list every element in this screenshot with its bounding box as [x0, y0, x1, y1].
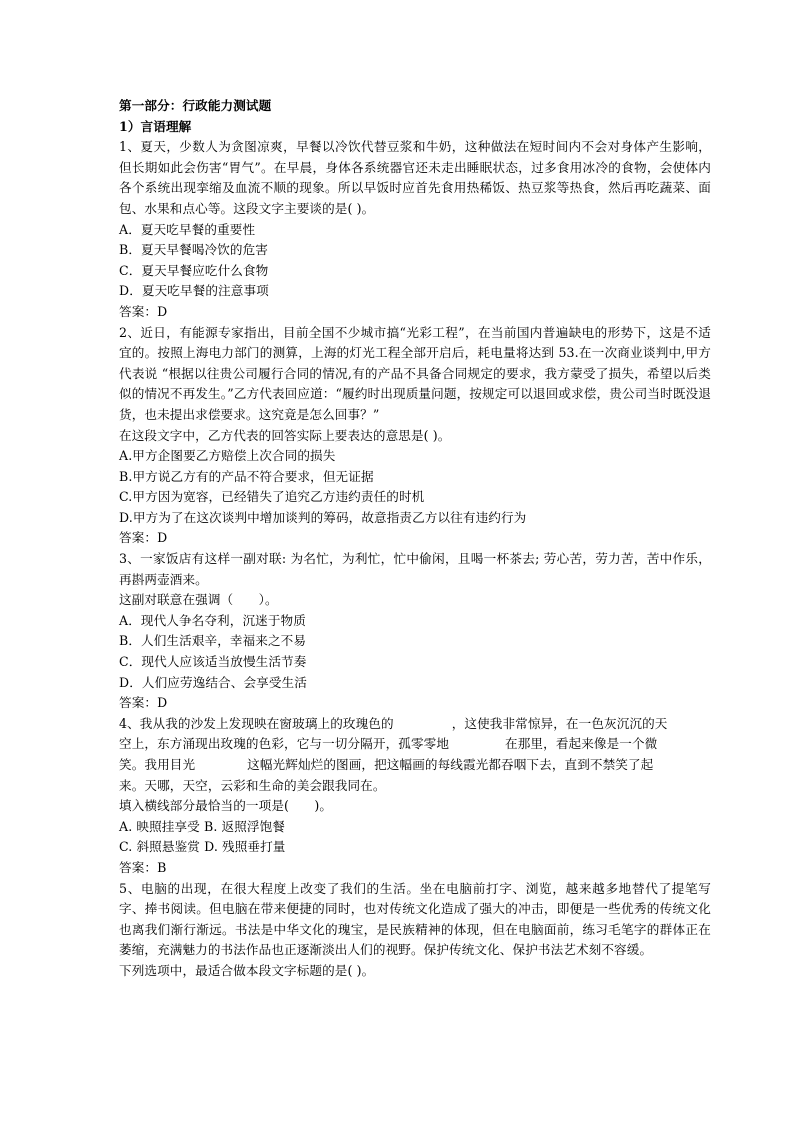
question-4-answer: 答案：B	[119, 859, 167, 875]
question-2-question: 在这段文字中，乙方代表的回答实际上要表达的意思是( )。	[119, 427, 451, 443]
question-2-option-d: D.甲方为了在这次谈判中增加谈判的筹码，故意指责乙方以往有违约行为	[119, 509, 527, 525]
question-3-option-c: C．现代人应该适当放慢生活节奏	[119, 654, 307, 670]
question-1-option-c: C．夏天早餐应吃什么食物	[119, 262, 269, 278]
question-4-line-2-text-a: 空上，东方涌现出玫瑰的色彩，它与一切分隔开，孤零零地	[119, 736, 450, 752]
question-3-answer: 答案：D	[119, 695, 168, 711]
question-3-option-b: B．人们生活艰辛，幸福来之不易	[119, 633, 307, 649]
question-5-stem: 5、电脑的出现，在很大程度上改变了我们的生活。坐在电脑前打字、浏览，越来越多地替代了提笔写字、捧书阅读。但电脑在带来便捷的同时，也对传统文化造成了强大的冲击，即便是一些优秀的传统文化也离我们渐行渐远。书法是中华文化的瑰宝，是民族精神的体现，但在电脑面前，练习毛笔字的群体正在萎缩，充满魅力的书法作品也正逐渐淡出人们的视野。保护传统文化、保护书法艺术刻不容缓。	[119, 880, 711, 958]
question-1-option-b: B．夏天早餐喝冷饮的危害	[119, 242, 268, 258]
question-3-option-d: D．人们应劳逸结合、会享受生活	[119, 674, 307, 690]
question-4-question: 填入横线部分最恰当的一项是( )。	[119, 798, 333, 814]
question-5-question: 下列选项中，最适合做本段文字标题的是( )。	[119, 962, 375, 978]
question-3-option-a: A．现代人争名夺利，沉迷于物质	[119, 612, 306, 628]
question-1-answer: 答案：D	[119, 303, 168, 319]
question-1-stem: 1、夏天，少数人为贪图凉爽，早餐以冷饮代替豆浆和牛奶，这种做法在短时间内不会对身体产生影响，但长期如此会伤害“胃气”。在早晨，身体各系统器官还未走出睡眠状态，过多食用冰冷的食物，会使体内各个系统出现挛缩及血流不顺的现象。所以早饭时应首先食用热稀饭、热豆浆等热食，然后再吃蔬菜、面包、水果和点心等。这段文字主要谈的是( )。	[119, 139, 711, 216]
question-4-line-4: 来。天哪，天空，云彩和生命的美会跟我同在。	[119, 777, 386, 793]
question-4-line-2	[119, 734, 711, 755]
question-4-line-3-text-b: 这幅光辉灿烂的图画，把这幅画的每线霞光都吞咽下去，直到不禁笑了起	[247, 757, 654, 772]
question-4-options-row-1: A. 映照挂享受 B. 返照浮饱餐	[119, 818, 286, 834]
question-2-option-c: C.甲方因为宽容，已经错失了追究乙方违约责任的时机	[119, 489, 425, 505]
question-2-option-b: B.甲方说乙方有的产品不符合要求，但无证据	[119, 468, 374, 484]
question-1-option-d: D．夏天吃早餐的注意事项	[119, 283, 269, 299]
section-title: 1）言语理解	[119, 118, 192, 134]
question-4-line-2-text-b: 在那里，看起来像是一个微	[505, 736, 658, 752]
part-title: 第一部分：行政能力测试题	[119, 98, 272, 113]
question-2-option-a: A.甲方企图要乙方赔偿上次合同的损失	[119, 448, 336, 464]
question-4-line-3-text-a: 笑。我用目光	[119, 757, 196, 772]
question-2-stem: 2、近日，有能源专家指出，目前全国不少城市搞“光彩工程”，在当前国内普遍缺电的形势下，这是不适宜的。按照上海电力部门的测算，上海的灯光工程全部开启后，耗电量将达到 53.在一次商业谈判中,甲方代表说 “根据以往贵公司履行合同的情况,有的产品不具备合同规定的要求，我方蒙受了损失，希望以后类似的情况不再发生。”乙方代表回应道：“履约时出现质量问题，按规定可以退回或求偿，贵公司当时既没退货，也未提出求偿要求。这究竟是怎么回事？”	[119, 324, 711, 422]
question-3-question: 这副对联意在强调（ ）。	[119, 592, 278, 608]
question-4-line-1-text-a: 4、我从我的沙发上发现映在窗玻璃上的玫瑰色的	[119, 715, 394, 731]
document-page	[119, 96, 711, 982]
question-4-options-row-2: C. 斜照悬鉴赏 D. 残照垂打量	[119, 839, 286, 855]
question-4-line-1	[119, 714, 711, 735]
question-4-line-1-text-b: ，这使我非常惊异，在一色灰沉沉的天	[451, 715, 668, 731]
question-2-answer: 答案：D	[119, 530, 168, 546]
question-4-line-3	[119, 755, 711, 776]
question-1-option-a: A．夏天吃早餐的重要性	[119, 221, 256, 237]
question-3-stem: 3、一家饭店有这样一副对联: 为名忙，为利忙，忙中偷闲，且喝一杯茶去; 劳心苦，劳力苦，苦中作乐，再斟两壶酒来。	[119, 551, 711, 587]
